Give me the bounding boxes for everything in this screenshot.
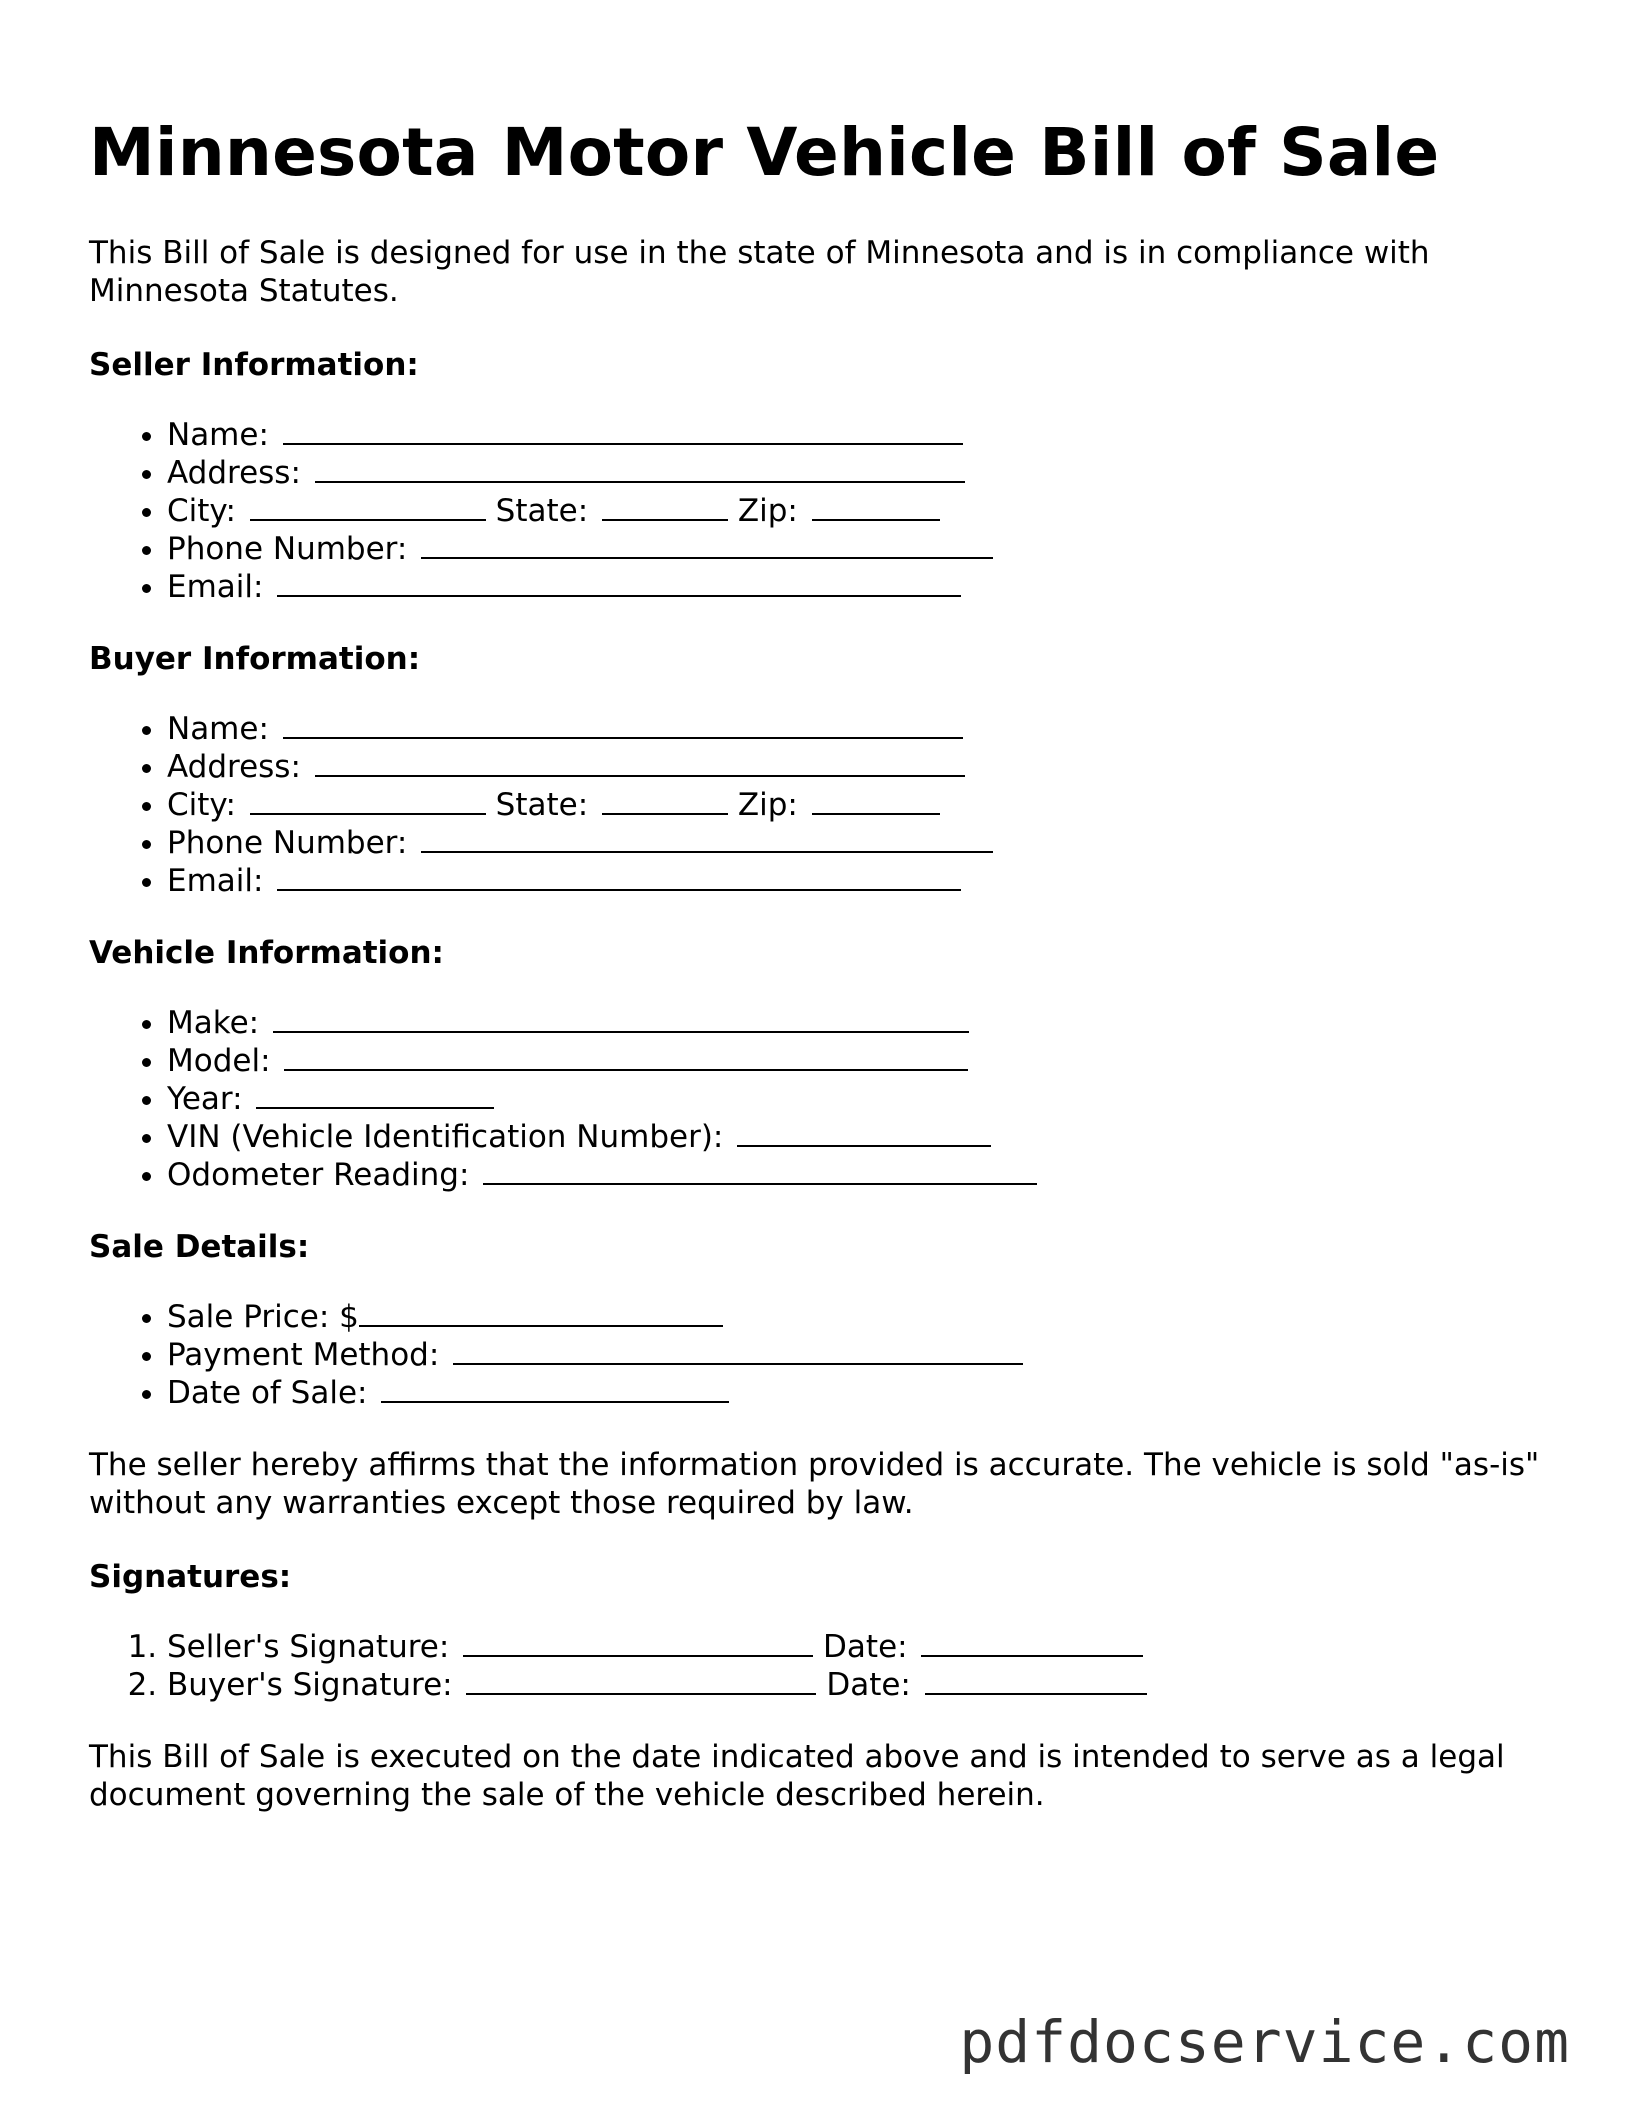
buyer-email-blank[interactable]	[277, 862, 961, 891]
signature-fields	[89, 1628, 1549, 1704]
sale-date-item	[167, 1374, 1549, 1412]
seller-signature-blank[interactable]	[463, 1628, 813, 1657]
sale-date-label: Date of Sale:	[167, 1375, 368, 1411]
seller-city-item	[167, 492, 1549, 530]
seller-signature-date-label: Date:	[823, 1629, 908, 1665]
seller-email-blank[interactable]	[277, 568, 961, 597]
buyer-city-blank[interactable]	[250, 786, 486, 815]
vehicle-make-item	[167, 1004, 1549, 1042]
buyer-address-item	[167, 748, 1549, 786]
buyer-zip-blank[interactable]	[812, 786, 940, 815]
buyer-address-label: Address:	[167, 749, 301, 785]
seller-address-label: Address:	[167, 455, 301, 491]
vehicle-odometer-label: Odometer Reading:	[167, 1157, 470, 1193]
vehicle-odometer-blank[interactable]	[483, 1156, 1037, 1185]
buyer-heading: Buyer Information:	[89, 641, 421, 677]
buyer-signature-blank[interactable]	[466, 1666, 816, 1695]
seller-signature-date-blank[interactable]	[921, 1628, 1143, 1657]
vehicle-vin-blank[interactable]	[737, 1118, 991, 1147]
buyer-signature-item	[167, 1666, 1549, 1704]
seller-signature-label: Seller's Signature:	[167, 1629, 450, 1665]
seller-name-item	[167, 416, 1549, 454]
buyer-address-blank[interactable]	[315, 748, 965, 777]
sale-price-item	[167, 1298, 1549, 1336]
vehicle-model-item	[167, 1042, 1549, 1080]
vehicle-heading: Vehicle Information:	[89, 935, 444, 971]
vehicle-make-label: Make:	[167, 1005, 260, 1041]
watermark-text: pdfdocservice.com	[959, 2008, 1570, 2076]
buyer-city-item	[167, 786, 1549, 824]
seller-city-blank[interactable]	[250, 492, 486, 521]
seller-fields	[89, 416, 1549, 606]
buyer-signature-label: Buyer's Signature:	[167, 1667, 453, 1703]
vehicle-odometer-item	[167, 1156, 1549, 1194]
buyer-name-blank[interactable]	[283, 710, 963, 739]
buyer-city-label: City:	[167, 787, 236, 823]
sale-price-label: Sale Price: $	[167, 1299, 359, 1335]
buyer-fields	[89, 710, 1549, 900]
seller-address-item	[167, 454, 1549, 492]
vehicle-year-item	[167, 1080, 1549, 1118]
seller-email-label: Email:	[167, 569, 264, 605]
sale-fields	[89, 1298, 1549, 1412]
vehicle-fields	[89, 1004, 1549, 1194]
vehicle-vin-label: VIN (Vehicle Identification Number):	[167, 1119, 724, 1155]
buyer-name-label: Name:	[167, 711, 269, 747]
vehicle-year-label: Year:	[167, 1081, 243, 1117]
buyer-phone-item	[167, 824, 1549, 862]
document-title: Minnesota Motor Vehicle Bill of Sale	[89, 114, 1440, 191]
buyer-state-blank[interactable]	[602, 786, 728, 815]
closing-paragraph: This Bill of Sale is executed on the date indicated above and is intended to serve as a legal document governing the sale of the vehicle described herein.	[89, 1739, 1505, 1813]
vehicle-model-label: Model:	[167, 1043, 271, 1079]
buyer-signature-date-label: Date:	[826, 1667, 911, 1703]
affirmation-paragraph: The seller hereby affirms that the information provided is accurate. The vehicle is sold "as-is" without any warranties except those required by law.	[89, 1447, 1540, 1521]
payment-method-item	[167, 1336, 1549, 1374]
buyer-phone-blank[interactable]	[421, 824, 993, 853]
signatures-heading: Signatures:	[89, 1559, 292, 1595]
buyer-email-label: Email:	[167, 863, 264, 899]
seller-city-label: City:	[167, 493, 236, 529]
seller-state-blank[interactable]	[602, 492, 728, 521]
buyer-phone-label: Phone Number:	[167, 825, 408, 861]
intro-paragraph: This Bill of Sale is designed for use in the state of Minnesota and is in compliance with Minnesota Statutes.	[89, 235, 1430, 309]
seller-phone-label: Phone Number:	[167, 531, 408, 567]
payment-method-label: Payment Method:	[167, 1337, 440, 1373]
buyer-email-item	[167, 862, 1549, 900]
seller-zip-label: Zip:	[737, 493, 798, 529]
vehicle-vin-item	[167, 1118, 1549, 1156]
seller-phone-blank[interactable]	[421, 530, 993, 559]
seller-heading: Seller Information:	[89, 347, 419, 383]
seller-email-item	[167, 568, 1549, 606]
seller-state-label: State:	[495, 493, 589, 529]
vehicle-model-blank[interactable]	[284, 1042, 968, 1071]
seller-name-label: Name:	[167, 417, 269, 453]
buyer-signature-date-blank[interactable]	[925, 1666, 1147, 1695]
seller-address-blank[interactable]	[315, 454, 965, 483]
vehicle-year-blank[interactable]	[256, 1080, 494, 1109]
buyer-state-label: State:	[495, 787, 589, 823]
seller-signature-item	[167, 1628, 1549, 1666]
seller-zip-blank[interactable]	[812, 492, 940, 521]
sale-date-blank[interactable]	[381, 1374, 729, 1403]
buyer-zip-label: Zip:	[737, 787, 798, 823]
document-page	[89, 108, 1549, 1850]
sale-price-blank[interactable]	[359, 1298, 723, 1327]
vehicle-make-blank[interactable]	[273, 1004, 969, 1033]
sale-heading: Sale Details:	[89, 1229, 310, 1265]
seller-phone-item	[167, 530, 1549, 568]
buyer-name-item	[167, 710, 1549, 748]
payment-method-blank[interactable]	[453, 1336, 1023, 1365]
seller-name-blank[interactable]	[283, 416, 963, 445]
